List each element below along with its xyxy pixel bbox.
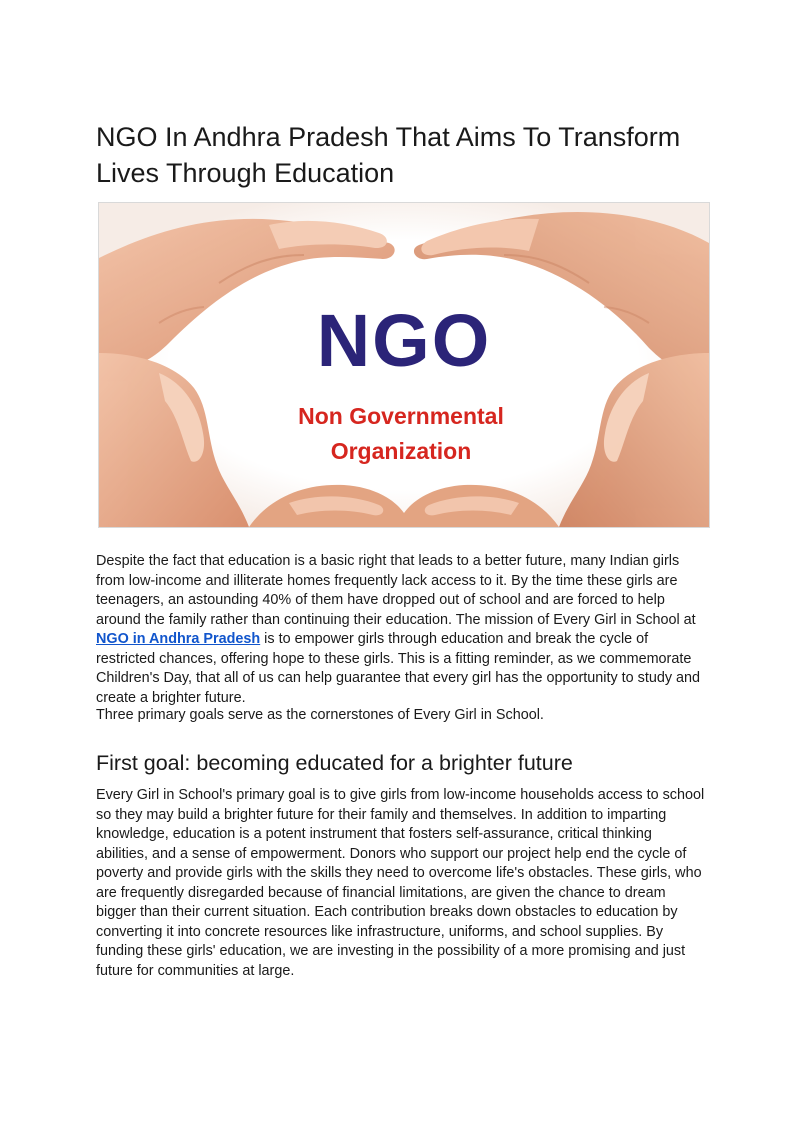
intro-paragraph <box>96 552 706 708</box>
hero-image <box>98 202 710 528</box>
intro-text-after-link: is to empower girls through education and break the cycle of restricted chances, offering hope to these girls. This is a fitting reminder, as we commemorate Children's Day, that all of us can help guarantee that every girl has the opportunity to study and create a brighter future. <box>96 631 701 706</box>
ngo-hands-illustration <box>99 203 709 527</box>
intro-text-before-link: Despite the fact that education is a basic right that leads to a better future, many Indian girls from low-income and illiterate homes frequently lack access to it. By the time these girls are teenagers, an astounding 40% of them have dropped out of school and are forced to help around the family rather than continuing their education. The mission of Every Girl in School at <box>96 553 696 628</box>
logo-ngo-text: NGO <box>316 299 492 382</box>
ngo-andhra-pradesh-link[interactable]: NGO in Andhra Pradesh <box>96 631 261 647</box>
logo-subtitle-line2: Organization <box>330 438 472 464</box>
goals-intro-paragraph: Three primary goals serve as the cornerstones of Every Girl in School. <box>96 707 544 723</box>
document-title: NGO In Andhra Pradesh That Aims To Transform Lives Through Education <box>96 122 681 188</box>
section-heading-first-goal: First goal: becoming educated for a brighter future <box>96 751 573 775</box>
logo-subtitle-line1: Non Governmental <box>298 403 504 429</box>
first-goal-paragraph: Every Girl in School's primary goal is to give girls from low-income households access to school so they may build a brighter future for their family and themselves. In addition to imparting knowledge, education is a potent instrument that fosters self-assurance, critical thinking abilities, and a sense of empowerment. Donors who support our project help end the cycle of poverty and provide girls with the skills they need to overcome life's obstacles. These girls, who are frequently disregarded because of financial limitations, are given the chance to dream bigger than their current situation. Each contribution breaks down obstacles to education by converting it into concrete resources like infrastructure, uniforms, and school supplies. By funding these girls' education, we are investing in the possibility of a more promising and just future for communities at large. <box>96 787 705 979</box>
